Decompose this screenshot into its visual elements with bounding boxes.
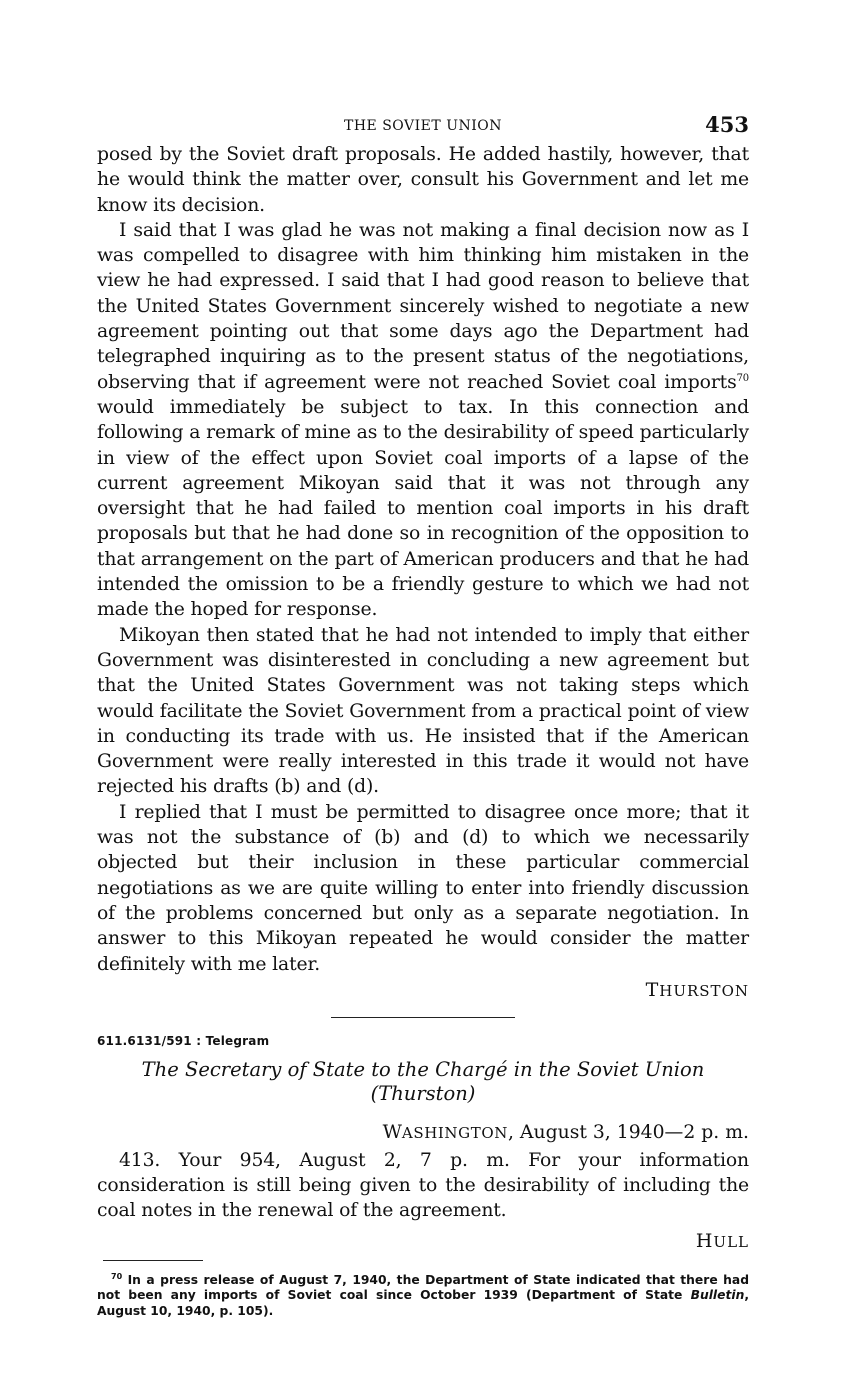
page-number: 453 [705,112,749,137]
signature-hull [97,1230,749,1252]
footnote-mark: 70 [111,1271,123,1281]
dateline-place-rest: ASHINGTON [401,1123,508,1142]
paragraph-2-part-b: would immediately be subject to tax. In this connection and following a remark of mine as to the desirability of speed particularly in view of the effect upon Soviet coal imports of a lapse of the current agreement Mikoyan said that it was not through any oversight that he had failed to mention coal imports in his draft proposals but that he had done so in recognition of the opposition to that arrangement on the part of American producers and that he had intended the omission to be a friendly gesture to which we had not made the hoped for response. [97,396,749,621]
telegram-message: 413. Your 954, August 2, 7 p. m. For your information consideration is still being given to the desirability of including the coal notes in the renewal of the agreement. [97,1149,749,1222]
footnote-reference-70: 70 [736,372,749,384]
document-title: The Secretary of State to the Chargé in the Soviet Union (Thurston) [141,1057,705,1105]
section-divider [331,1017,515,1018]
paragraph-2-part-a: I said that I was glad he was not making a final decision now as I was compelled to disagree with him thinking him mistaken in the view he had expressed. I said that I had good reason to believe that the United States Government sincerely wished to negotiate a new agreement pointing out that some days ago the Department had telegraphed inquiring as to the present status of the negotiations, observing that if agreement were not reached Soviet coal imports [97,219,749,393]
document-file-number: 611.6131/591 : Telegram [97,1033,270,1048]
paragraph-1: posed by the Soviet draft proposals. He added hastily, however, that he would think the matter over, consult his Government and let me know its decision. [97,144,749,216]
dateline-place-initial: W [382,1121,402,1143]
dateline-date: , August 3, 1940—2 p. m. [507,1121,749,1143]
footnote-italic-title: Bulletin [690,1288,745,1303]
page [97,110,749,1319]
running-head [97,110,749,142]
paragraph-3: Mikoyan then stated that he had not intended to imply that either Government was disinterested in concluding a new agreement but that the United States Government was not taking steps which would facilitate the Soviet Government from a practical point of view in conducting its trade with us. He insisted that if the American Government were really interested in this trade it would not have rejected his drafts (b) and (d). [97,624,749,798]
signature-thurston-rest: HURSTON [659,981,749,1000]
letter-body [97,142,749,977]
footnote-text: In a press release of August 7, 1940, the Department of State indicated that there had not been any imports of Soviet coal since October 1939 (Department of State [97,1272,749,1303]
signature-thurston-initial: T [645,978,660,1001]
signature-hull-initial: H [695,1229,714,1252]
footnote-divider [103,1260,203,1261]
footnote-text-end: , August 10, 1940, p. 105). [97,1288,749,1318]
telegram-body [97,1148,749,1224]
footnote-70 [97,1269,749,1320]
dateline [97,1120,749,1146]
running-head-title: THE SOVIET UNION [344,118,502,134]
signature-hull-rest: ULL [713,1232,749,1251]
paragraph-2 [97,218,749,623]
signature-thurston [97,979,749,1001]
paragraph-4: I replied that I must be permitted to disagree once more; that it was not the substance of (b) and (d) to which we necessarily objected but their inclusion in these particular commercial negotiations as we are quite willing to enter into friendly discussion of the problems concerned but only as a separate negotiation. In answer to this Mikoyan repeated he would consider the matter definitely with me later. [97,801,749,975]
